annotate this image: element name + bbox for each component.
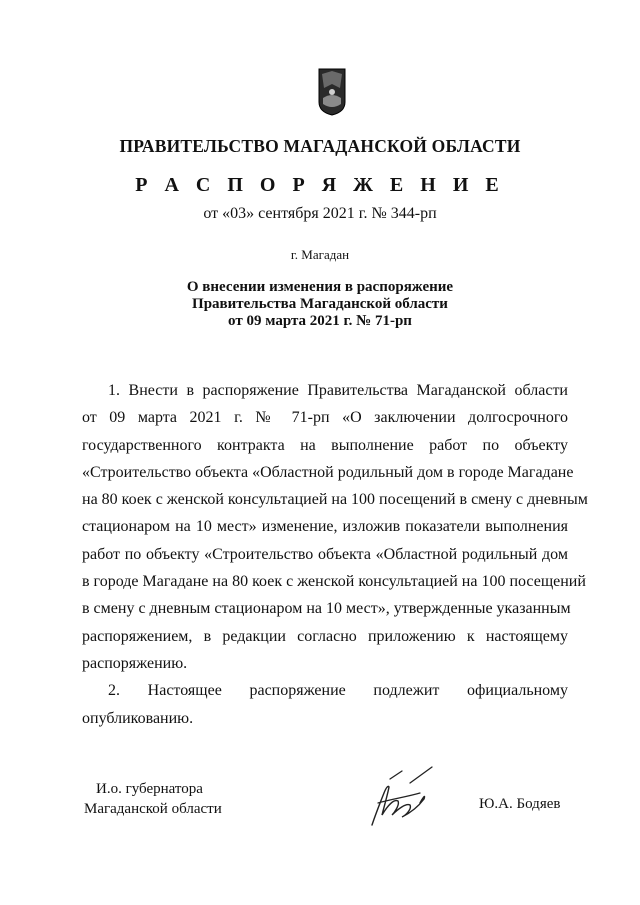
document-type-title: Р А С П О Р Я Ж Е Н И Е: [135, 174, 505, 196]
body-line: распоряжению.: [82, 654, 188, 672]
document-subject: [0, 279, 640, 330]
position-line: Магаданской области: [84, 801, 222, 817]
body-line: государственного контракта на выполнение работ по объекту: [82, 436, 568, 454]
subject-line: Правительства Магаданской области: [192, 296, 448, 312]
body-line: в смену с дневным стационаром на 10 мест», утвержденные указанным: [82, 600, 571, 618]
body-line: 2. Настоящее распоряжение подлежит официальному: [108, 682, 568, 700]
position-line: И.о. губернатора: [96, 781, 203, 797]
handwritten-signature: [362, 763, 442, 833]
subject-line: О внесении изменения в распоряжение: [186, 279, 454, 295]
paragraph-2: [82, 677, 568, 732]
body-line: стационаром на 10 мест» изменение, изложив показатели выполнения: [82, 518, 568, 536]
coat-of-arms-icon: [318, 68, 346, 116]
signatory-position: [84, 779, 222, 819]
body-line: в городе Магадане на 80 коек с женской консультацией на 100 посещений: [82, 573, 586, 591]
body-line: распоряжением, в редакции согласно приложению к настоящему: [82, 627, 568, 645]
date-number-line: от «03» сентября 2021 г. № 344-рп: [203, 205, 437, 222]
body-line: опубликованию.: [82, 709, 194, 727]
body-line: от 09 марта 2021 г. № 71-рп «О заключении долгосрочного: [82, 409, 568, 427]
city-label: г. Магадан: [290, 247, 350, 262]
signatory-name: Ю.А. Бодяев: [479, 796, 561, 812]
body-line: на 80 коек с женской консультацией на 100 посещений в смену с дневным: [82, 491, 588, 509]
body-line: 1. Внести в распоряжение Правительства Магаданской области: [108, 382, 568, 399]
organization-title: ПРАВИТЕЛЬСТВО МАГАДАНСКОЙ ОБЛАСТИ: [119, 136, 521, 156]
subject-line: от 09 марта 2021 г. № 71-рп: [228, 313, 412, 329]
document-body: [82, 377, 588, 732]
paragraph-1: [82, 377, 588, 677]
body-line: «Строительство объекта «Областной родильный дом в городе Магадане: [82, 463, 574, 481]
body-line: работ по объекту «Строительство объекта «Областной родильный дом: [82, 545, 568, 563]
